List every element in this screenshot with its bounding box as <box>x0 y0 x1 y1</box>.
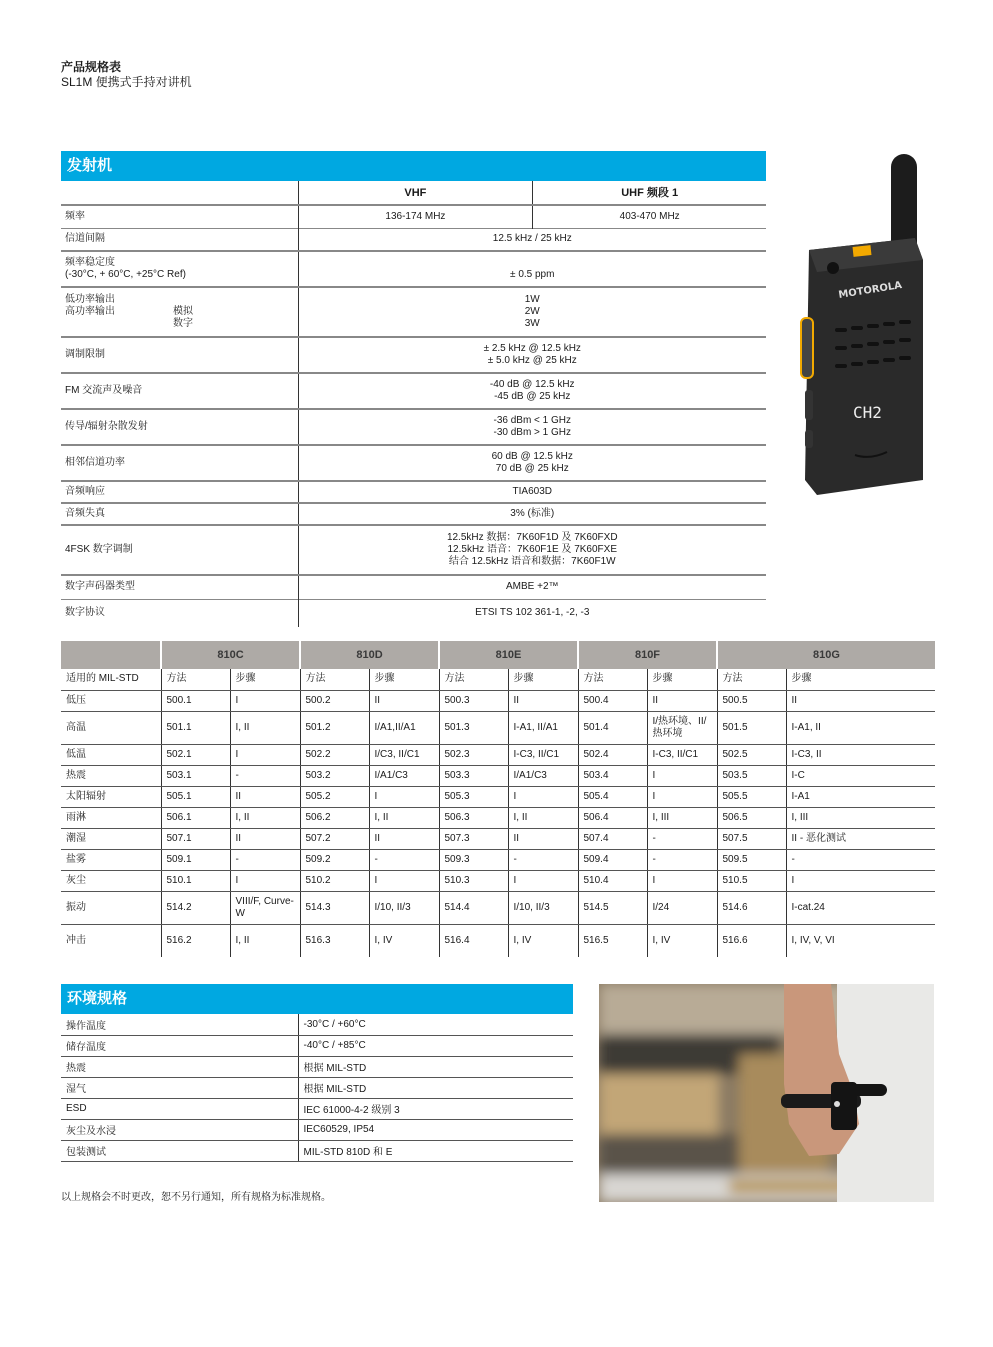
value-line: 60 dB @ 12.5 kHz <box>491 451 573 462</box>
header-810c: 810C <box>161 641 300 669</box>
procedure-cell: I, IV <box>508 924 578 957</box>
row-value <box>298 445 766 481</box>
procedure-cell: VIII/F, Curve-W <box>230 891 300 924</box>
table-row <box>61 807 935 828</box>
method-cell: 501.5 <box>717 711 786 744</box>
procedure-cell: I <box>230 690 300 711</box>
method-cell: 503.3 <box>439 765 508 786</box>
environment-table <box>61 1014 573 1162</box>
row-label: 数字协议 <box>65 607 105 619</box>
method-cell: 506.1 <box>161 807 230 828</box>
table-row <box>61 445 766 481</box>
procedure-cell: - <box>647 828 717 849</box>
row-value: ± 0.5 ppm <box>298 251 766 287</box>
method-cell: 505.5 <box>717 786 786 807</box>
row-value <box>298 337 766 373</box>
procedure-cell: I/A1,II/A1 <box>369 711 439 744</box>
procedure-cell: I-C3, II <box>786 744 935 765</box>
method-cell: 506.5 <box>717 807 786 828</box>
method-cell: 507.2 <box>300 828 369 849</box>
method-cell: 505.4 <box>578 786 647 807</box>
row-value: 3% (标准) <box>298 503 766 525</box>
row-label: 振动 <box>61 891 161 924</box>
procedure-cell: II <box>647 690 717 711</box>
procedure-cell: I, II <box>230 807 300 828</box>
row-label: 音频响应 <box>65 486 105 497</box>
row-sublabel: 数字 <box>173 318 193 329</box>
row-value: 12.5 kHz / 25 kHz <box>298 228 766 251</box>
method-cell: 514.3 <box>300 891 369 924</box>
subheader-method: 方法 <box>161 669 230 690</box>
table-row <box>61 287 766 337</box>
method-cell: 510.5 <box>717 870 786 891</box>
row-value: MIL-STD 810D 和 E <box>298 1140 573 1161</box>
mil-group-header-row <box>61 641 935 669</box>
value-line: 2W <box>524 306 540 317</box>
row-label: 频率 <box>65 210 85 222</box>
row-label-line: 低功率输出 <box>65 294 115 305</box>
method-cell: 509.4 <box>578 849 647 870</box>
method-cell: 500.5 <box>717 690 786 711</box>
table-row <box>61 525 766 575</box>
method-cell: 507.3 <box>439 828 508 849</box>
method-cell: 506.4 <box>578 807 647 828</box>
procedure-cell: II <box>230 828 300 849</box>
table-row <box>61 1140 573 1161</box>
row-label: FM 交流声及噪音 <box>65 385 143 396</box>
row-value: AMBE +2™ <box>298 575 766 599</box>
table-row <box>61 744 935 765</box>
row-value-uhf: 403-470 MHz <box>533 205 766 228</box>
table-row <box>61 891 935 924</box>
document-title: 产品规格表 <box>61 60 122 74</box>
table-row <box>61 251 766 287</box>
value-line: 1W <box>524 294 540 305</box>
row-label: 雨淋 <box>61 807 161 828</box>
method-cell: 501.3 <box>439 711 508 744</box>
procedure-cell: - <box>369 849 439 870</box>
table-row <box>61 786 935 807</box>
row-label: 潮湿 <box>61 828 161 849</box>
row-value: IEC 61000-4-2 级别 3 <box>298 1098 573 1119</box>
document-subtitle: SL1M 便携式手持对讲机 <box>61 75 192 89</box>
method-cell: 500.1 <box>161 690 230 711</box>
document-header <box>61 60 192 90</box>
row-value: -30°C / +60°C <box>298 1014 573 1035</box>
procedure-cell: I <box>369 786 439 807</box>
method-cell: 514.2 <box>161 891 230 924</box>
row-label: 热震 <box>61 765 161 786</box>
row-label: 盐雾 <box>61 849 161 870</box>
value-line: -45 dB @ 25 kHz <box>494 391 571 402</box>
table-row <box>61 373 766 409</box>
method-cell: 516.2 <box>161 924 230 957</box>
table-row <box>61 337 766 373</box>
method-cell: 516.6 <box>717 924 786 957</box>
method-cell: 516.5 <box>578 924 647 957</box>
method-cell: 501.4 <box>578 711 647 744</box>
table-row <box>61 1119 573 1140</box>
procedure-cell: II <box>230 786 300 807</box>
method-cell: 500.4 <box>578 690 647 711</box>
header-810e: 810E <box>439 641 578 669</box>
table-row <box>61 828 935 849</box>
method-cell: 506.3 <box>439 807 508 828</box>
value-line: 12.5kHz 数据：7K60F1D 及 7K60FXD <box>446 532 618 543</box>
method-cell: 516.4 <box>439 924 508 957</box>
row-label: 高温 <box>61 711 161 744</box>
row-value-vhf: 136-174 MHz <box>298 205 533 228</box>
procedure-cell: I/24 <box>647 891 717 924</box>
procedure-cell: I, II <box>230 711 300 744</box>
procedure-cell: I, II <box>508 807 578 828</box>
section-title-environment: 环境规格 <box>61 984 573 1014</box>
method-cell: 502.5 <box>717 744 786 765</box>
procedure-cell: I/热环境、II/热环境 <box>647 711 717 744</box>
table-row <box>61 1077 573 1098</box>
procedure-cell: I-cat.24 <box>786 891 935 924</box>
method-cell: 509.5 <box>717 849 786 870</box>
row-label: 操作温度 <box>61 1014 298 1035</box>
procedure-cell: II <box>508 828 578 849</box>
table-row <box>61 481 766 503</box>
method-cell: 503.1 <box>161 765 230 786</box>
procedure-cell: I, II <box>369 807 439 828</box>
table-header-row <box>61 181 766 205</box>
row-label: 数字声码器类型 <box>65 581 135 593</box>
procedure-cell: I, II <box>230 924 300 957</box>
row-value <box>298 287 766 337</box>
walkie-talkie-icon <box>795 150 935 500</box>
environment-section <box>61 984 573 1162</box>
photo-illustration-icon <box>599 984 934 1202</box>
value-line: 12.5kHz 语音：7K60F1E 及 7K60FXE <box>447 544 618 555</box>
method-cell: 510.4 <box>578 870 647 891</box>
subheader-procedure: 步骤 <box>786 669 935 690</box>
procedure-cell: I <box>647 786 717 807</box>
procedure-cell: I <box>230 870 300 891</box>
row-label-line: 频率稳定度 <box>65 257 115 268</box>
row-label: 音频失真 <box>65 508 105 519</box>
subheader-procedure: 步骤 <box>647 669 717 690</box>
table-row <box>61 228 766 251</box>
row-label: 储存温度 <box>61 1035 298 1056</box>
method-cell: 516.3 <box>300 924 369 957</box>
procedure-cell: II <box>508 690 578 711</box>
row-label: 低压 <box>61 690 161 711</box>
row-label: 调制限制 <box>65 349 105 360</box>
table-row <box>61 1098 573 1119</box>
row-label-line: (-30°C, + 60°C, +25°C Ref) <box>65 269 186 280</box>
value-line: ± 2.5 kHz @ 12.5 kHz <box>483 343 581 354</box>
hand-holding-radio-photo <box>599 984 934 1202</box>
procedure-cell: I-C <box>786 765 935 786</box>
mil-subheader-row <box>61 669 935 690</box>
procedure-cell: - <box>647 849 717 870</box>
method-cell: 506.2 <box>300 807 369 828</box>
procedure-cell: I, III <box>786 807 935 828</box>
svg-text:MOTOROLA: MOTOROLA <box>837 280 903 301</box>
row-label: 冲击 <box>66 934 86 946</box>
table-row <box>61 575 766 599</box>
procedure-cell: II <box>786 690 935 711</box>
method-cell: 505.3 <box>439 786 508 807</box>
table-row <box>61 924 935 957</box>
row-label: 灰尘 <box>61 870 161 891</box>
subheader-procedure: 步骤 <box>230 669 300 690</box>
procedure-cell: I/10, II/3 <box>508 891 578 924</box>
row-label: 传导/辐射杂散发射 <box>65 421 148 432</box>
row-label: 湿气 <box>61 1077 298 1098</box>
value-line: -40 dB @ 12.5 kHz <box>489 379 575 390</box>
radio-product-image <box>795 150 935 500</box>
procedure-cell: I <box>369 870 439 891</box>
row-value: IEC60529, IP54 <box>298 1119 573 1140</box>
table-row <box>61 765 935 786</box>
row-label: 热震 <box>61 1056 298 1077</box>
table-row <box>61 690 935 711</box>
subheader-procedure: 步骤 <box>508 669 578 690</box>
procedure-cell: I <box>508 786 578 807</box>
header-uhf: UHF 频段 1 <box>533 181 766 205</box>
procedure-cell: I-C3, II/C1 <box>647 744 717 765</box>
value-line: 3W <box>524 318 540 329</box>
procedure-cell: I-A1 <box>786 786 935 807</box>
subheader-method: 方法 <box>300 669 369 690</box>
value-line: -30 dBm > 1 GHz <box>493 427 572 438</box>
table-row <box>61 1035 573 1056</box>
subheader-method: 方法 <box>717 669 786 690</box>
row-value: 根据 MIL-STD <box>298 1056 573 1077</box>
row-label-line: 高功率输出 <box>65 306 115 317</box>
subheader-procedure: 步骤 <box>369 669 439 690</box>
procedure-cell: II <box>369 690 439 711</box>
row-label: 信道间隔 <box>65 233 105 245</box>
method-cell: 503.2 <box>300 765 369 786</box>
row-value: 根据 MIL-STD <box>298 1077 573 1098</box>
header-vhf: VHF <box>298 181 533 205</box>
procedure-cell: I-A1, II/A1 <box>508 711 578 744</box>
procedure-cell: II <box>369 828 439 849</box>
procedure-cell: II - 恶化测试 <box>786 828 935 849</box>
row-label: 4FSK 数字调制 <box>65 544 133 555</box>
section-title-transmitter: 发射机 <box>61 151 766 181</box>
subheader-method: 方法 <box>578 669 647 690</box>
method-cell: 510.1 <box>161 870 230 891</box>
row-label <box>61 251 298 287</box>
row-value <box>298 409 766 445</box>
table-row <box>61 870 935 891</box>
method-cell: 510.3 <box>439 870 508 891</box>
mil-std-body <box>61 690 935 957</box>
table-row <box>61 409 766 445</box>
method-cell: 509.2 <box>300 849 369 870</box>
method-cell: 501.1 <box>161 711 230 744</box>
value-line: -36 dBm < 1 GHz <box>493 415 572 426</box>
value-line: 结合 12.5kHz 语音和数据：7K60F1W <box>448 556 616 567</box>
procedure-cell: I, IV <box>369 924 439 957</box>
method-cell: 509.1 <box>161 849 230 870</box>
row-sublabel: 模拟 <box>173 306 193 317</box>
row-value <box>298 525 766 575</box>
environment-body <box>61 1014 573 1161</box>
procedure-cell: I/10, II/3 <box>369 891 439 924</box>
value-line: 70 dB @ 25 kHz <box>495 463 569 474</box>
procedure-cell: I <box>647 765 717 786</box>
table-row <box>61 503 766 525</box>
mil-std-section <box>61 641 935 957</box>
method-cell: 500.3 <box>439 690 508 711</box>
footnote: 以上规格会不时更改，恕不另行通知，所有规格为标准规格。 <box>61 1192 331 1203</box>
header-empty <box>61 181 298 205</box>
table-row <box>61 1056 573 1077</box>
table-row <box>61 1014 573 1035</box>
method-cell: 510.2 <box>300 870 369 891</box>
procedure-cell: I-C3, II/C1 <box>508 744 578 765</box>
procedure-cell: I, IV, V, VI <box>786 924 935 957</box>
method-cell: 502.4 <box>578 744 647 765</box>
method-cell: 502.2 <box>300 744 369 765</box>
procedure-cell: I <box>508 870 578 891</box>
procedure-cell: I/A1/C3 <box>508 765 578 786</box>
table-row <box>61 849 935 870</box>
row-label: ESD <box>61 1098 298 1119</box>
procedure-cell: - <box>230 849 300 870</box>
row-label <box>61 287 298 337</box>
method-cell: 509.3 <box>439 849 508 870</box>
row-value: -40°C / +85°C <box>298 1035 573 1056</box>
method-cell: 502.3 <box>439 744 508 765</box>
header-empty <box>61 641 161 669</box>
method-cell: 514.6 <box>717 891 786 924</box>
method-cell: 507.4 <box>578 828 647 849</box>
table-row <box>61 205 766 228</box>
method-cell: 505.1 <box>161 786 230 807</box>
procedure-cell: I, IV <box>647 924 717 957</box>
subheader-method: 方法 <box>439 669 508 690</box>
mil-std-table <box>61 641 935 957</box>
row-value <box>298 373 766 409</box>
procedure-cell: I <box>647 870 717 891</box>
row-label: 包装测试 <box>61 1140 298 1161</box>
procedure-cell: - <box>786 849 935 870</box>
procedure-cell: - <box>230 765 300 786</box>
procedure-cell: I <box>786 870 935 891</box>
row-label: 灰尘及水浸 <box>61 1119 298 1140</box>
row-label: 相邻信道功率 <box>65 457 125 468</box>
procedure-cell: I/A1/C3 <box>369 765 439 786</box>
subheader-label: 适用的 MIL-STD <box>61 669 161 690</box>
transmitter-section <box>61 151 766 627</box>
transmitter-table <box>61 181 766 627</box>
method-cell: 503.5 <box>717 765 786 786</box>
method-cell: 505.2 <box>300 786 369 807</box>
header-810d: 810D <box>300 641 439 669</box>
header-810g: 810G <box>717 641 935 669</box>
procedure-cell: I, III <box>647 807 717 828</box>
method-cell: 507.5 <box>717 828 786 849</box>
procedure-cell: - <box>508 849 578 870</box>
value-line: ± 5.0 kHz @ 25 kHz <box>487 355 577 366</box>
row-label: 低温 <box>61 744 161 765</box>
procedure-cell: I/C3, II/C1 <box>369 744 439 765</box>
row-label: 太阳辐射 <box>61 786 161 807</box>
method-cell: 514.4 <box>439 891 508 924</box>
method-cell: 507.1 <box>161 828 230 849</box>
method-cell: 502.1 <box>161 744 230 765</box>
table-row <box>61 711 935 744</box>
table-row <box>61 599 766 627</box>
method-cell: 514.5 <box>578 891 647 924</box>
method-cell: 503.4 <box>578 765 647 786</box>
procedure-cell: I-A1, II <box>786 711 935 744</box>
row-value: TIA603D <box>298 481 766 503</box>
svg-text:CH2: CH2 <box>853 403 882 422</box>
method-cell: 501.2 <box>300 711 369 744</box>
method-cell: 500.2 <box>300 690 369 711</box>
procedure-cell: I <box>230 744 300 765</box>
header-810f: 810F <box>578 641 717 669</box>
row-value: ETSI TS 102 361-1, -2, -3 <box>298 599 766 627</box>
